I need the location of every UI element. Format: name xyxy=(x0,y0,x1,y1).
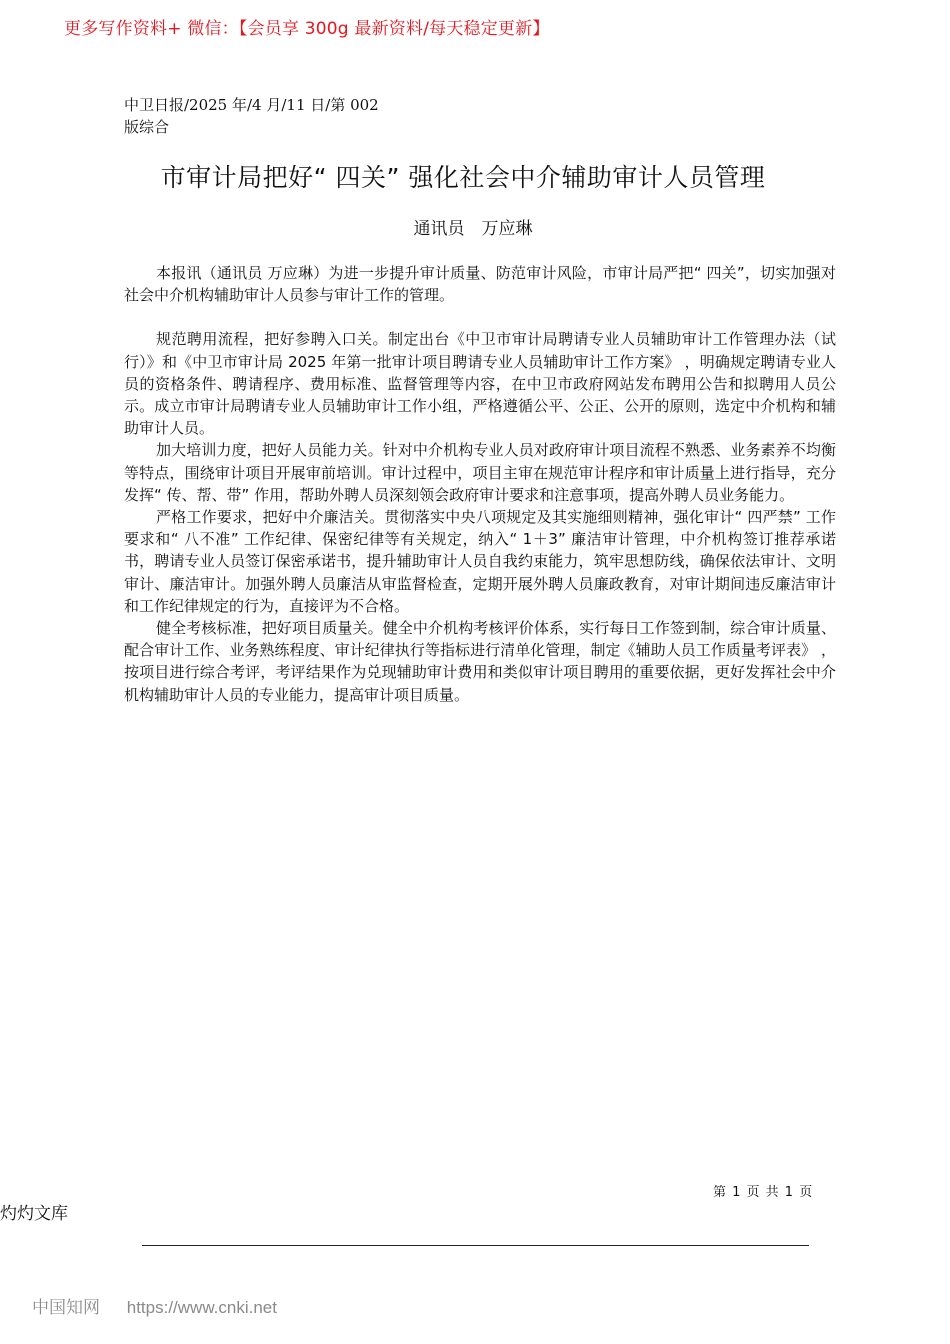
footer-divider xyxy=(142,1245,809,1246)
article-paragraph: 严格工作要求，把好中介廉洁关。贯彻落实中央八项规定及其实施细则精神，强化审计“ 四严禁” 工作要求和“ 八不准” 工作纪律、保密纪律等有关规定，纳入“ 1＋3” 廉洁审计管理，中介机构签订推荐承诺书，聘请专业人员签订保密承诺书，提升辅助审计人员自我约束能力，筑牢思想防线，确保依法审计、文明审计、廉洁审计。加强外聘人员廉洁从审监督检查，定期开展外聘人员廉政教育，对审计期间违反廉洁审计和工作纪律规定的行为，直接评为不合格。 xyxy=(124,508,836,615)
article-paragraph: 健全考核标准，把好项目质量关。健全中介机构考核评价体系，实行每日工作签到制，综合审计质量、配合审计工作、业务熟练程度、审计纪律执行等指标进行清单化管理，制定《辅助人员工作质量考评表》 ，按项目进行综合考评，考评结果作为兑现辅助审计费用和类似审计项目聘用的重要依据，更好发挥社会中介机构辅助审计人员的专业能力，提高审计项目质量。 xyxy=(124,619,836,704)
cnki-url-link[interactable]: https://www.cnki.net xyxy=(126,1298,277,1317)
article-paragraph-lead: 本报讯（通讯员 万应琳）为进一步提升审计质量、防范审计风险，市审计局严把“ 四关”，切实加强对社会中介机构辅助审计人员参与审计工作的管理。 xyxy=(124,264,836,305)
cnki-footer xyxy=(32,1293,277,1318)
article-body xyxy=(124,262,836,706)
page-number: 第 1 页 共 1 页 xyxy=(713,1185,814,1200)
article-title: 市审计局把好“ 四关” 强化社会中介辅助审计人员管理 xyxy=(160,163,766,192)
promo-banner: 更多写作资料+ 微信：【会员享 300g 最新资料/每天稳定更新】 xyxy=(64,19,550,39)
dateline: 中卫日报/2025 年/4 月/11 日/第 002 版综合 xyxy=(124,96,379,136)
source-watermark: 灼灼文库 xyxy=(0,1204,68,1224)
cnki-brand: 中国知网 xyxy=(32,1298,100,1317)
article-paragraph: 规范聘用流程，把好参聘入口关。制定出台《中卫市审计局聘请专业人员辅助审计工作管理办法（试行）》和《中卫市审计局 2025 年第一批审计项目聘请专业人员辅助审计工作方案》 ，明确规定聘请专业人员的资格条件、聘请程序、费用标准、监督管理等内容，在中卫市政府网站发布聘用公告和拟聘用人员公示。成立市审计局聘请专业人员辅助审计工作小组，严格遵循公平、公正、公开的原则，选定中介机构和辅助审计人员。 xyxy=(124,330,836,438)
article-byline: 通讯员 万应琳 xyxy=(413,219,533,239)
article-paragraph: 加大培训力度，把好人员能力关。针对中介机构专业人员对政府审计项目流程不熟悉、业务素养不均衡等特点，围绕审计项目开展审前培训。审计过程中，项目主审在规范审计程序和审计质量上进行指导，充分发挥“ 传、帮、带” 作用，帮助外聘人员深刻领会政府审计要求和注意事项，提高外聘人员业务能力。 xyxy=(124,441,836,504)
